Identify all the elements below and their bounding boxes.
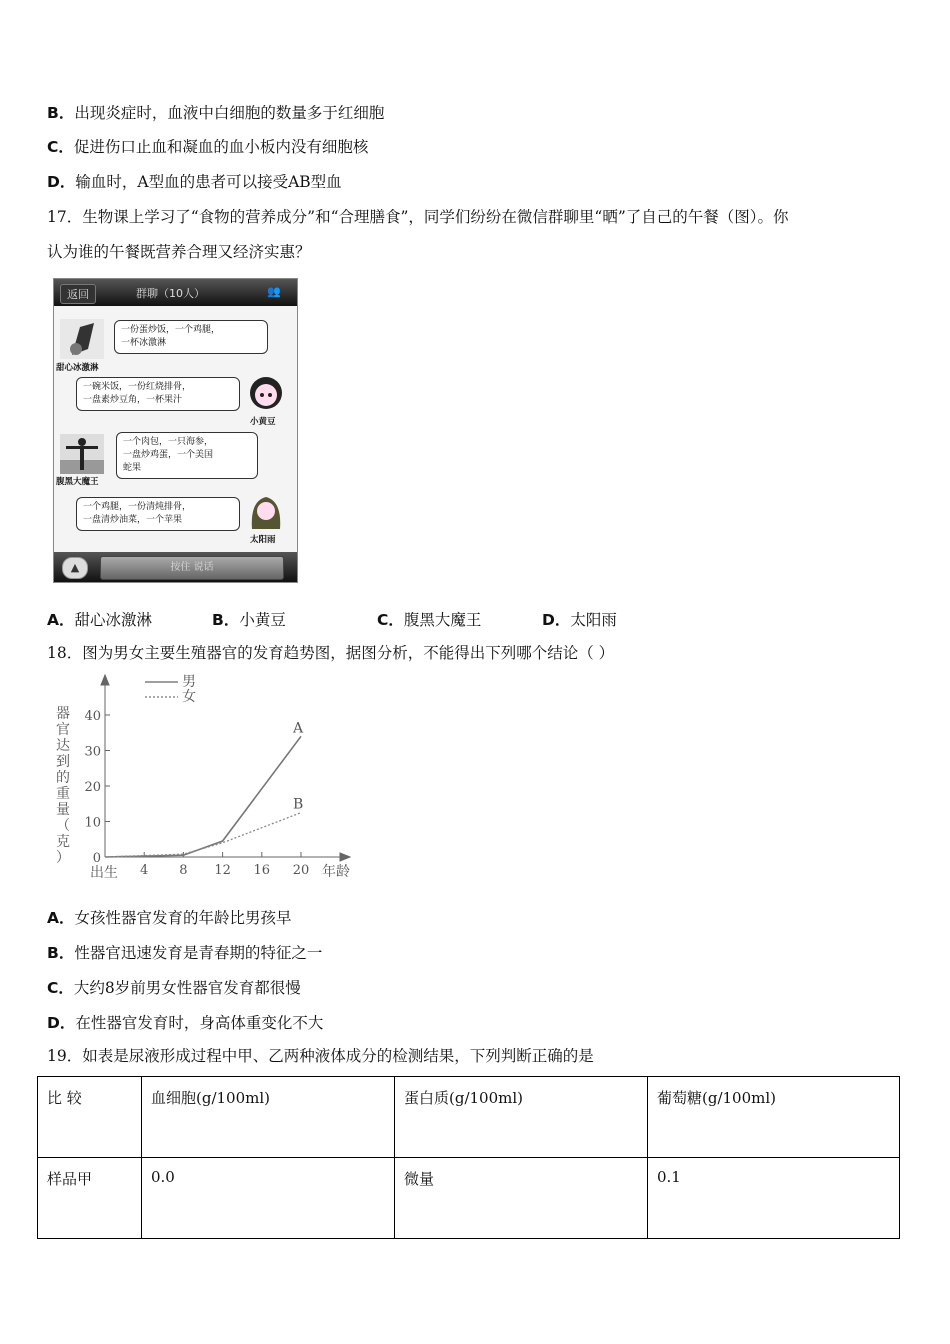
- q16-option-d: [47, 172, 342, 192]
- development-chart: [50, 670, 380, 885]
- y-tick-label: 10: [84, 815, 101, 831]
- x-tick-label: 20: [292, 863, 310, 878]
- x-origin-label: 出生: [90, 865, 118, 881]
- wechat-screenshot: [53, 278, 298, 583]
- table-row: [38, 1158, 900, 1239]
- message-line: 一盘清炒油菜，一个苹果: [83, 515, 183, 525]
- x-axis-arrow: [340, 853, 350, 861]
- option-text: 输血时，A型血的患者可以接受AB型血: [75, 173, 342, 191]
- table-cell: 0.0: [142, 1158, 395, 1239]
- table-cell: 微量: [395, 1158, 648, 1239]
- y-label-char: （: [56, 818, 70, 834]
- option-label: A．: [47, 611, 75, 629]
- y-label-char: 量: [56, 802, 70, 818]
- table-cell: 样品甲: [38, 1158, 142, 1239]
- option-text: 女孩性器官发育的年龄比男孩早: [74, 909, 292, 927]
- y-tick-label: 30: [84, 744, 101, 760]
- series-line-male: [105, 736, 304, 857]
- series-end-label: A: [293, 720, 304, 737]
- table-header-cell: 比 较: [38, 1077, 142, 1158]
- y-label-char: 达: [56, 738, 70, 754]
- option-label: C．: [47, 138, 74, 156]
- message-line: 蛇果: [123, 463, 142, 473]
- q18-option-c: [47, 978, 301, 998]
- q18-option-b: [47, 943, 322, 963]
- q17-stem-line2: 认为谁的午餐既营养合理又经济实惠？: [47, 243, 311, 261]
- message-bubble: [76, 497, 240, 531]
- option-text: 腹黑大魔王: [403, 611, 482, 629]
- back-button: 返回: [60, 284, 96, 304]
- q18-option-a: [47, 908, 292, 928]
- option-label: B．: [47, 944, 75, 962]
- y-label-char: 的: [56, 770, 70, 786]
- chat-input-bar: [54, 552, 297, 582]
- message-bubble: [114, 320, 268, 354]
- option-label: B．: [212, 611, 240, 629]
- option-label: B．: [47, 104, 75, 122]
- option-text: 大约8岁前男女性器官发育都很慢: [73, 979, 301, 997]
- y-label-char: 器: [56, 706, 70, 722]
- q17-option-a: [47, 608, 212, 630]
- x-tick-label: 16: [253, 863, 271, 878]
- username: 小黄豆: [250, 417, 276, 427]
- q17-stem-line1: 17．生物课上学习了“食物的营养成分”和“合理膳食”，同学们纷纷在微信群聊里“晒”了自己的午餐（图）。你: [47, 208, 789, 226]
- option-label: A．: [47, 909, 75, 927]
- y-tick-label: 0: [92, 851, 101, 866]
- option-text: 促进伤口止血和凝血的血小板内没有细胞核: [73, 138, 369, 156]
- message-line: 一份蛋炒饭，一个鸡腿，: [121, 325, 221, 335]
- y-label-char: 官: [56, 722, 70, 738]
- message-line: 一个鸡腿，一份清炖排骨，: [83, 502, 192, 512]
- y-axis-label: [56, 706, 70, 866]
- option-text: 出现炎症时，血液中白细胞的数量多于红细胞: [74, 104, 385, 122]
- y-label-char: 到: [56, 754, 70, 770]
- y-label-char: 重: [56, 786, 70, 802]
- option-text: 甜心冰激淋: [74, 611, 153, 629]
- q16-option-b: [47, 103, 384, 123]
- message-bubble: [116, 432, 258, 479]
- message-line: 一个肉包，一只海参，: [123, 437, 214, 447]
- chat-title: 群聊（10人）: [136, 287, 205, 300]
- table-header-row: [38, 1077, 900, 1158]
- group-members-icon: 👥: [267, 285, 281, 298]
- option-text: 在性器官发育时，身高体重变化不大: [75, 1014, 324, 1032]
- q18-stem: 18．图为男女主要生殖器官的发育趋势图，据图分析，不能得出下列哪个结论（ ）: [47, 644, 615, 662]
- chat-topbar: [54, 279, 297, 306]
- press-to-talk-button: 按住 说话: [100, 556, 284, 580]
- q19-stem: 19．如表是尿液形成过程中甲、乙两种液体成分的检测结果，下列判断正确的是: [47, 1047, 594, 1065]
- avatar-icon: [60, 319, 104, 359]
- q18-option-d: [47, 1013, 323, 1033]
- table-cell: 0.1: [648, 1158, 900, 1239]
- message-line: 一杯冰激淋: [121, 338, 167, 348]
- series-line-female: [105, 813, 301, 857]
- q17-option-d: [542, 608, 617, 630]
- avatar-icon: [244, 491, 288, 531]
- avatar-icon: [244, 373, 288, 413]
- username: 甜心冰激淋: [56, 363, 99, 373]
- option-text: 性器官迅速发育是青春期的特征之一: [74, 944, 323, 962]
- table-header-cell: 葡萄糖(g/100ml): [648, 1077, 900, 1158]
- option-label: D．: [47, 173, 76, 191]
- q16-option-c: [47, 137, 368, 157]
- username: 腹黑大魔王: [56, 477, 99, 487]
- option-label: C．: [47, 979, 74, 997]
- y-label-char: ）: [56, 850, 70, 866]
- y-tick-label: 40: [84, 709, 101, 724]
- message-bubble: [76, 377, 240, 411]
- legend-female-label: 女: [182, 689, 196, 705]
- x-tick-label: 8: [179, 863, 188, 878]
- username: 太阳雨: [250, 535, 276, 545]
- message-line: 一碗米饭，一份红烧排骨，: [83, 382, 192, 392]
- option-text: 小黄豆: [239, 611, 286, 629]
- y-label-char: 克: [56, 834, 70, 850]
- voice-toggle-icon: ▲: [62, 557, 88, 579]
- x-axis-label: 年龄: [322, 864, 350, 880]
- option-label: D．: [542, 611, 571, 629]
- x-tick-label: 12: [214, 863, 231, 878]
- series-end-label: B: [293, 796, 304, 813]
- y-axis-arrow: [101, 675, 109, 685]
- q17-option-c: [377, 608, 542, 630]
- legend-male-label: 男: [182, 674, 196, 690]
- option-label: D．: [47, 1014, 76, 1032]
- x-tick-label: 4: [140, 863, 149, 878]
- table-header-cell: 蛋白质(g/100ml): [395, 1077, 648, 1158]
- option-text: 太阳雨: [570, 611, 617, 629]
- avatar-icon: [60, 434, 104, 474]
- message-line: 一盘炒鸡蛋，一个美国: [123, 450, 214, 460]
- table-header-cell: 血细胞(g/100ml): [142, 1077, 395, 1158]
- option-label: C．: [377, 611, 404, 629]
- q17-option-b: [212, 608, 377, 630]
- q17-options: [47, 608, 617, 630]
- y-tick-label: 20: [84, 780, 101, 795]
- message-line: 一盘素炒豆角，一杯果汁: [83, 395, 183, 405]
- detection-table: [37, 1076, 900, 1239]
